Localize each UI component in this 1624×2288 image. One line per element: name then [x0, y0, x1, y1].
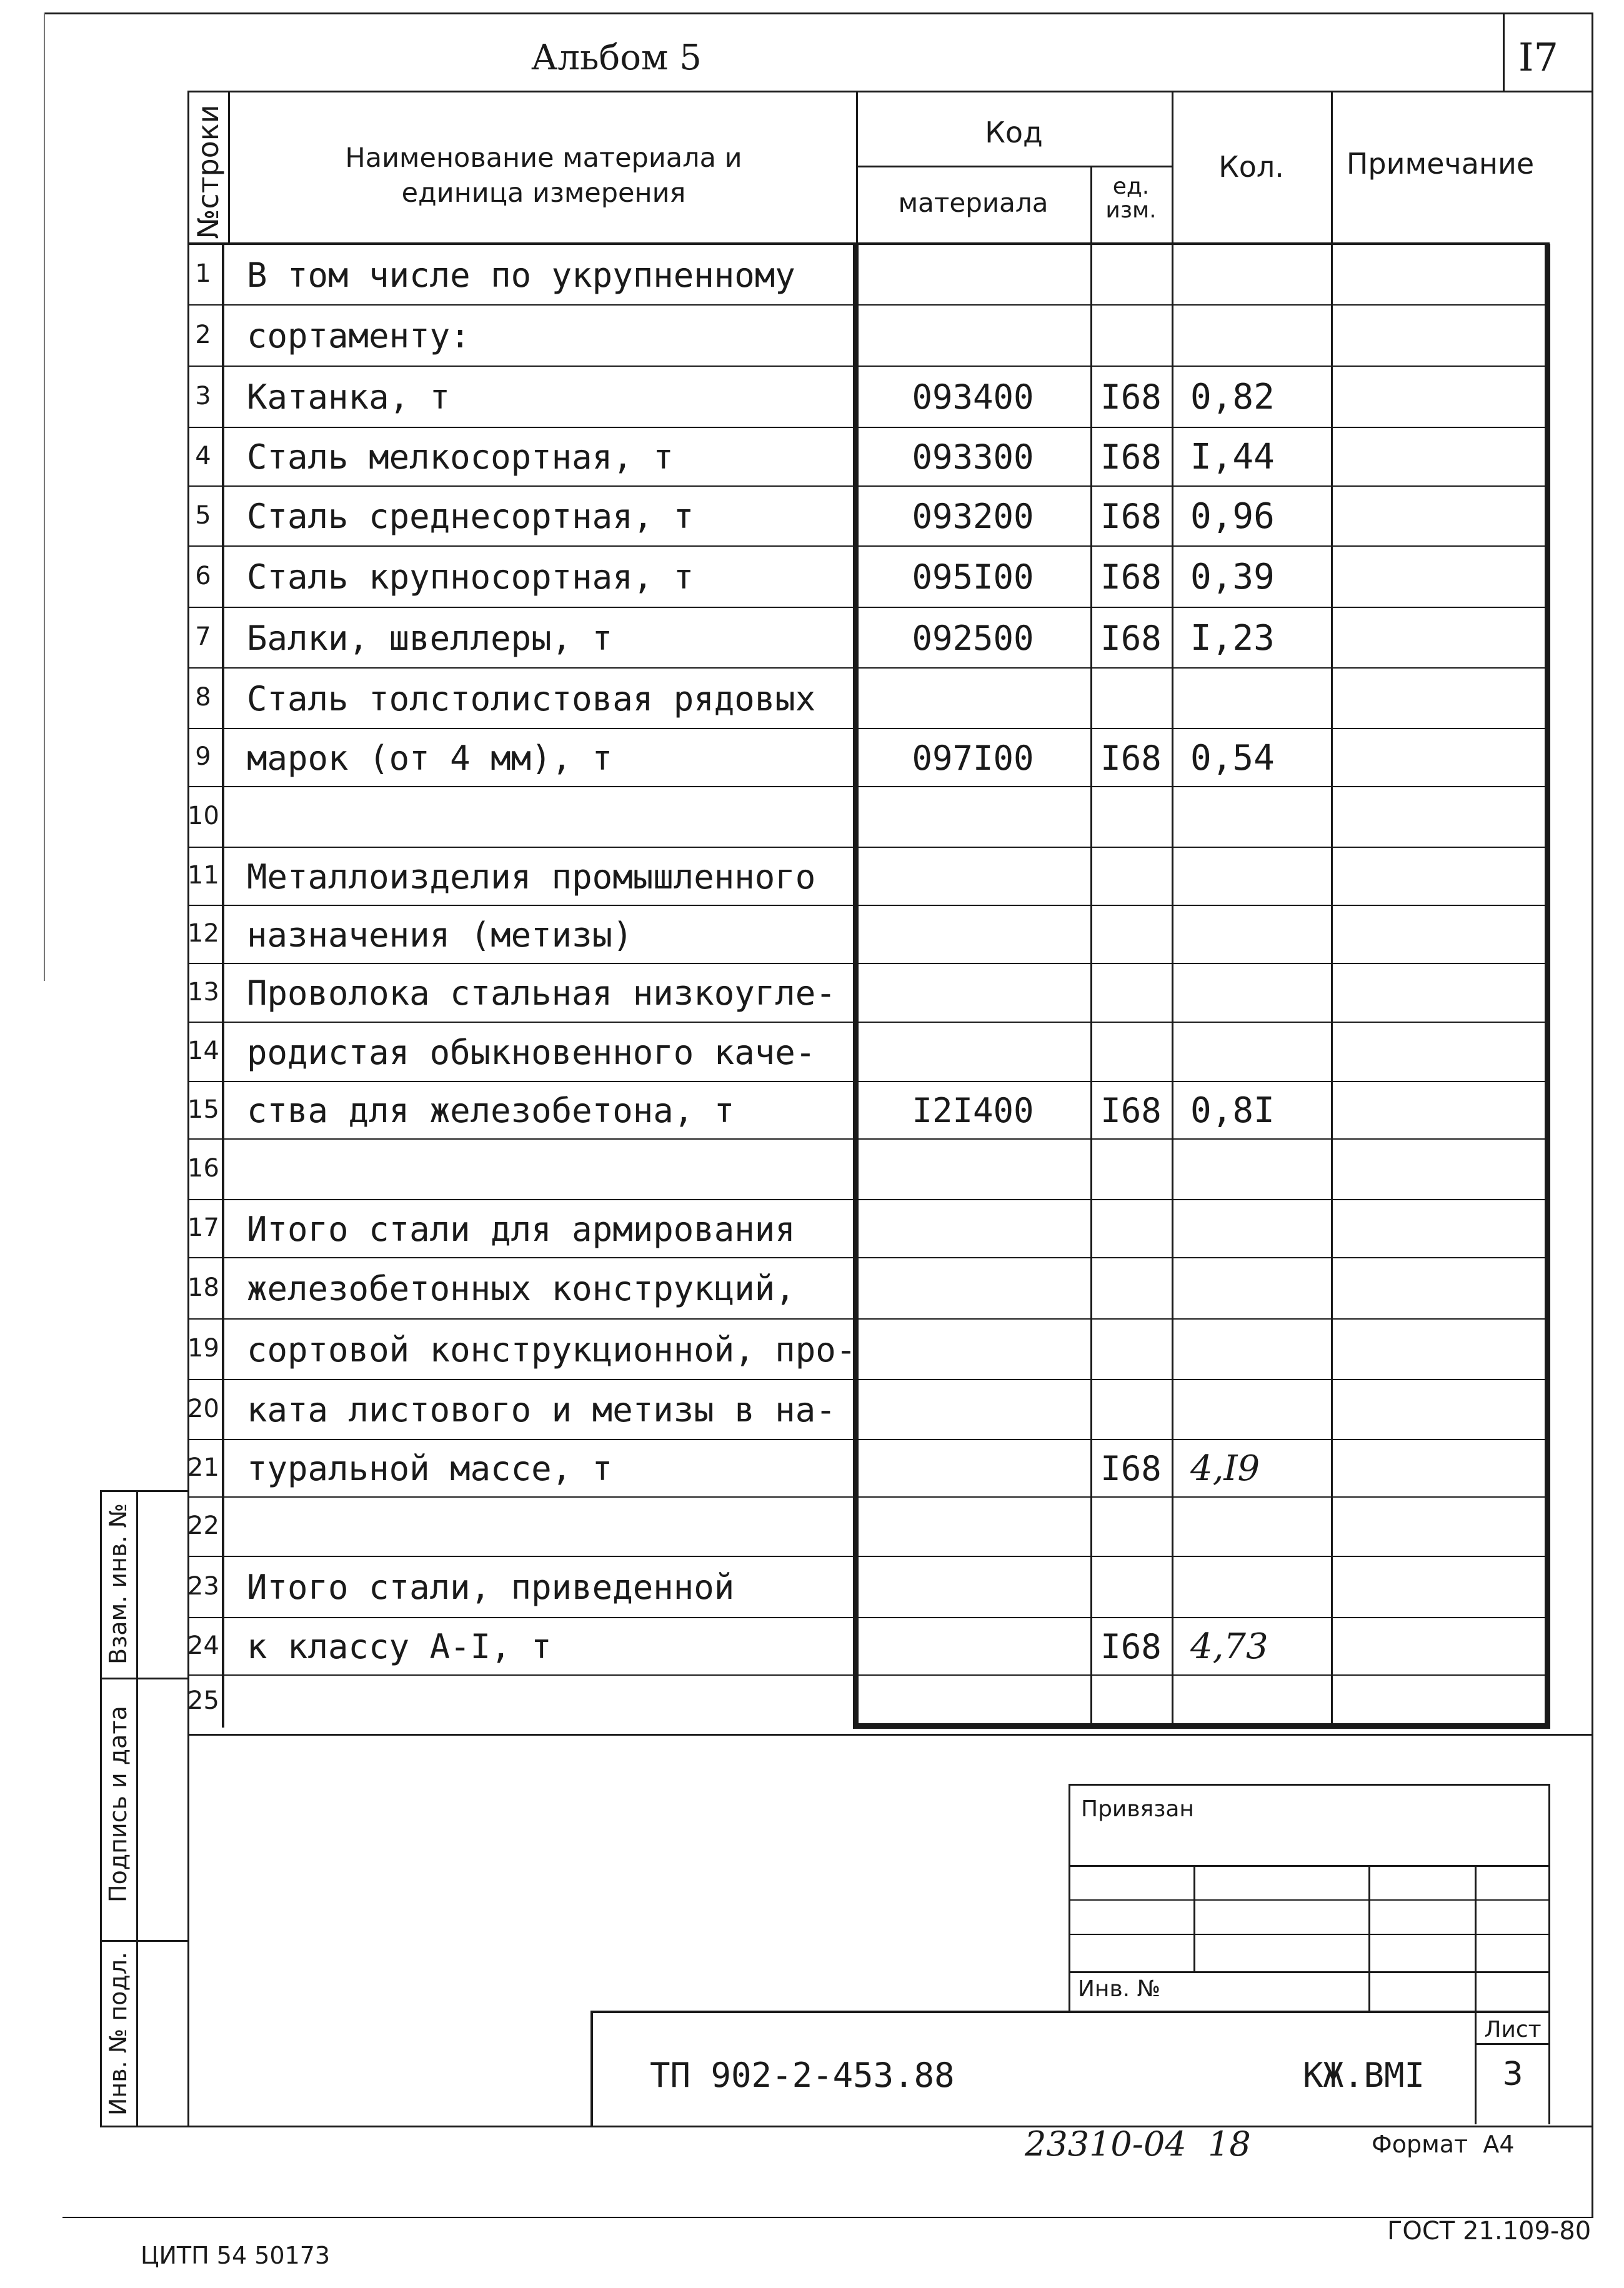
quantity — [1190, 906, 1328, 964]
material-name: Сталь мелкосортная, т — [247, 437, 674, 477]
material-code — [857, 1200, 1088, 1258]
material-code: 092500 — [912, 619, 1034, 658]
row-number: 8 — [195, 683, 211, 712]
material-name: Металлоизделия промышленного — [247, 857, 816, 897]
vzam-inv-label: Взам. инв. № — [104, 1503, 132, 1665]
quantity — [1190, 1200, 1328, 1258]
unit-code: I68 — [1100, 437, 1162, 477]
frame-right — [1592, 12, 1593, 2218]
quantity — [1190, 848, 1328, 906]
unit-code — [1090, 1676, 1172, 1729]
printer-code: ЦИТП 54 50173 — [141, 2242, 331, 2269]
row-number: 15 — [187, 1095, 219, 1124]
material-code: 093300 — [912, 437, 1034, 477]
signature-date-label: Подпись и дата — [104, 1706, 132, 1903]
material-code: I2I400 — [912, 1091, 1034, 1130]
row-number: 16 — [187, 1154, 219, 1183]
gost-label: ГОСТ 21.109-80 — [1387, 2217, 1592, 2246]
material-name: сортаменту: — [247, 316, 471, 356]
album-title: Альбом 5 — [531, 37, 702, 78]
privyazan-label: Привязан — [1081, 1796, 1194, 1822]
material-code — [857, 669, 1088, 729]
row-number: 23 — [187, 1572, 219, 1601]
row-number-header: №строки — [191, 104, 225, 239]
material-code — [857, 1498, 1088, 1557]
quantity — [1190, 1320, 1328, 1380]
material-code — [857, 1320, 1088, 1380]
material-code: 095I00 — [912, 557, 1034, 597]
sheet-corner-number: I7 — [1518, 34, 1558, 80]
quantity — [1190, 306, 1328, 367]
material-code — [857, 1140, 1088, 1200]
material-name: железобетонных конструкций, — [247, 1269, 795, 1308]
document-code: ТП 902-2-453.88 — [650, 2056, 955, 2095]
quantity: 0,8I — [1190, 1090, 1275, 1131]
quantity: 4,73 — [1190, 1626, 1268, 1667]
row-number: 14 — [187, 1037, 219, 1065]
material-code — [857, 848, 1088, 906]
material-code — [857, 964, 1088, 1023]
material-name: Итого стали для армирования — [247, 1210, 795, 1249]
row-number: 1 — [195, 259, 211, 288]
unit-code — [1090, 1498, 1172, 1557]
material-name: Катанка, т — [247, 377, 451, 417]
material-code — [857, 1618, 1088, 1676]
quantity: 0,96 — [1190, 496, 1275, 537]
quantity: 0,54 — [1190, 738, 1275, 778]
material-code — [857, 245, 1088, 306]
name-header: Наименование материала и единица измерения — [345, 142, 742, 209]
row-number: 3 — [195, 382, 211, 410]
unit-code: I68 — [1100, 1091, 1162, 1130]
row-number: 5 — [195, 501, 211, 530]
material-code — [857, 1380, 1088, 1440]
unit-code — [1090, 1380, 1172, 1440]
material-name: туральной массе, т — [247, 1449, 613, 1488]
material-code: 097I00 — [912, 739, 1034, 778]
row-number: 10 — [187, 802, 219, 830]
row-number: 22 — [187, 1511, 219, 1540]
list-number: 3 — [1502, 2056, 1523, 2093]
note-header: Примечание — [1346, 147, 1535, 181]
unit-header: ед. изм. — [1105, 174, 1157, 223]
row-number: 4 — [195, 442, 211, 470]
material-code — [857, 787, 1088, 848]
material-code-header: материала — [898, 187, 1049, 218]
material-name: ства для железобетона, т — [247, 1091, 735, 1130]
unit-code: I68 — [1100, 739, 1162, 778]
unit-code: I68 — [1100, 1449, 1162, 1488]
row-number: 17 — [187, 1213, 219, 1242]
inv-podl-label: Инв. № подл. — [104, 1951, 132, 2116]
quantity: 0,82 — [1190, 377, 1275, 417]
material-name: марок (от 4 мм), т — [247, 739, 613, 778]
unit-code: I68 — [1100, 619, 1162, 658]
material-code: 093400 — [912, 377, 1034, 417]
unit-code: I68 — [1100, 557, 1162, 597]
material-name: родистая обыкновенного каче- — [247, 1033, 816, 1072]
code-header: Код — [985, 116, 1043, 149]
format-label: Формат А4 — [1372, 2131, 1515, 2158]
row-number: 25 — [187, 1686, 219, 1715]
material-name: Проволока стальная низкоугле- — [247, 973, 836, 1013]
quantity — [1190, 669, 1328, 729]
unit-code — [1090, 1258, 1172, 1320]
material-name: сортовой конструкционной, про- — [247, 1330, 857, 1370]
frame-bottom — [100, 2126, 1593, 2127]
row-number: 13 — [187, 978, 219, 1007]
unit-code: I68 — [1100, 377, 1162, 417]
material-name: Балки, швеллеры, т — [247, 619, 613, 658]
unit-code — [1090, 964, 1172, 1023]
unit-code — [1090, 1140, 1172, 1200]
row-number: 2 — [195, 321, 211, 349]
row-number: 11 — [187, 861, 219, 890]
unit-code: I68 — [1100, 1627, 1162, 1666]
quantity: I,44 — [1190, 437, 1275, 477]
material-name: Итого стали, приведенной — [247, 1568, 735, 1607]
unit-code: I68 — [1100, 497, 1162, 536]
material-code: 093200 — [912, 497, 1034, 536]
corner-box-left — [1503, 12, 1505, 92]
row-number: 19 — [187, 1334, 219, 1363]
unit-code — [1090, 669, 1172, 729]
material-code — [857, 906, 1088, 964]
quantity: 4,I9 — [1190, 1448, 1260, 1489]
material-name: Сталь среднесортная, т — [247, 497, 694, 536]
unit-code — [1090, 906, 1172, 964]
unit-code — [1090, 787, 1172, 848]
handwritten-number: 23310-04 18 — [1025, 2124, 1251, 2164]
quantity — [1190, 1023, 1328, 1082]
row-number: 12 — [187, 919, 219, 948]
header-rule — [187, 91, 1593, 92]
row-number: 18 — [187, 1273, 219, 1302]
unit-code — [1090, 1557, 1172, 1618]
material-name: к классу А-I, т — [247, 1627, 552, 1666]
row-number: 7 — [195, 622, 211, 651]
footer-rule — [62, 2217, 1593, 2218]
qty-header: Кол. — [1218, 150, 1284, 184]
unit-code — [1090, 1200, 1172, 1258]
row-number: 9 — [195, 742, 211, 771]
material-code — [857, 1557, 1088, 1618]
material-name: ката листового и метизы в на- — [247, 1390, 836, 1430]
material-code — [857, 1440, 1088, 1498]
unit-code — [1090, 1320, 1172, 1380]
quantity — [1190, 964, 1328, 1023]
list-label: Лист — [1484, 2017, 1542, 2042]
row-number: 6 — [195, 562, 211, 590]
unit-code — [1090, 245, 1172, 306]
quantity — [1190, 1498, 1328, 1557]
quantity — [1190, 787, 1328, 848]
inv-no-label: Инв. № — [1078, 1976, 1161, 2002]
material-name: В том числе по укрупненному — [247, 256, 795, 295]
row-number: 24 — [187, 1631, 219, 1660]
material-name: Сталь крупносортная, т — [247, 557, 694, 597]
quantity — [1190, 245, 1328, 306]
unit-code — [1090, 1023, 1172, 1082]
material-code — [857, 1258, 1088, 1320]
quantity: I,23 — [1190, 618, 1275, 659]
quantity: 0,39 — [1190, 557, 1275, 597]
quantity — [1190, 1140, 1328, 1200]
drawing-mark: КЖ.ВМI — [1303, 2056, 1425, 2095]
row-number: 20 — [187, 1395, 219, 1423]
material-code — [857, 1023, 1088, 1082]
frame-top — [44, 12, 1593, 14]
quantity — [1190, 1557, 1328, 1618]
material-name: Сталь толстолистовая рядовых — [247, 679, 816, 719]
row-number: 21 — [187, 1453, 219, 1482]
quantity — [1190, 1258, 1328, 1320]
quantity — [1190, 1380, 1328, 1440]
unit-code — [1090, 848, 1172, 906]
material-code — [857, 1676, 1088, 1729]
frame-left-outer — [44, 12, 45, 981]
quantity — [1190, 1676, 1328, 1729]
unit-code — [1090, 306, 1172, 367]
material-name: назначения (метизы) — [247, 915, 633, 955]
material-code — [857, 306, 1088, 367]
